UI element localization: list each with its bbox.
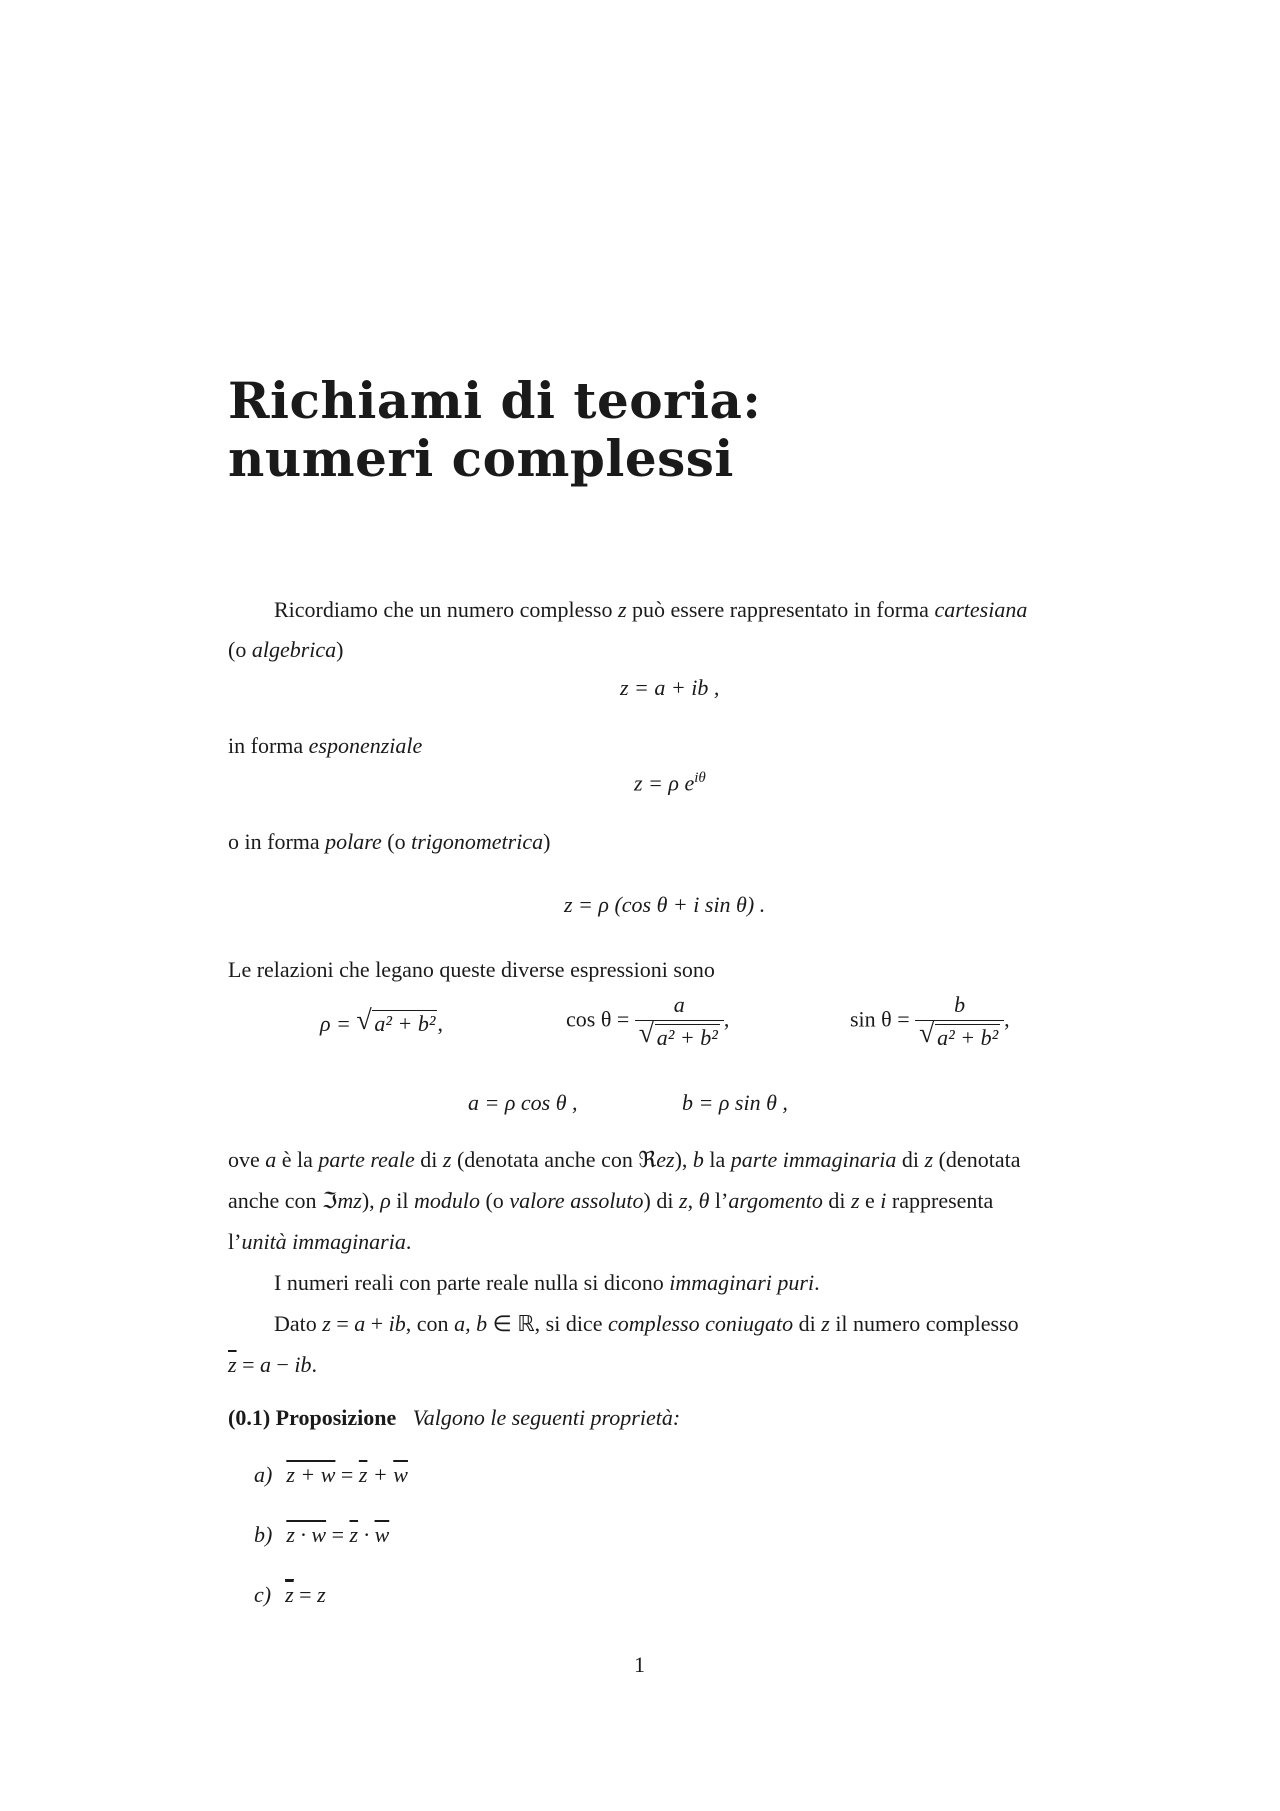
- text-span: =: [330, 1311, 355, 1336]
- paragraph-exponential: [228, 726, 422, 766]
- text-span: .: [311, 1352, 318, 1377]
- property-lhs: z · w: [286, 1522, 327, 1547]
- text-span: (o: [228, 637, 252, 662]
- text-span: l’: [709, 1188, 729, 1213]
- text-span: (o: [381, 829, 412, 854]
- text-span: Dato: [274, 1311, 323, 1336]
- emphasis-text: ez: [656, 1147, 675, 1172]
- numerator: a: [673, 992, 685, 1017]
- radical-sign: √: [919, 1018, 935, 1049]
- text-span: z: [317, 1582, 326, 1607]
- text-span: I numeri reali con parte reale nulla si dicono: [274, 1270, 670, 1295]
- emphasis-text: a, b: [454, 1311, 488, 1336]
- text-span: ) di: [643, 1188, 679, 1213]
- fraction: [915, 990, 1004, 1053]
- paragraph-pure-imaginary: [274, 1263, 820, 1303]
- relation-sin: [850, 990, 1010, 1053]
- text-span: (o: [479, 1188, 510, 1213]
- emphasis-text: z: [679, 1188, 688, 1213]
- property-item: [254, 1522, 389, 1548]
- equals-sign: =: [335, 1462, 359, 1487]
- text-span: ): [543, 829, 551, 854]
- title-line-2: numeri complessi: [228, 429, 734, 488]
- radicand: a² + b²: [656, 1025, 718, 1050]
- text-span: l’: [228, 1229, 242, 1254]
- punctuation: ,: [1004, 1006, 1010, 1032]
- property-marker: c): [254, 1582, 272, 1607]
- text-span: rappresenta: [886, 1188, 994, 1213]
- explanation-line-1: [228, 1140, 1128, 1180]
- intro-paragraph-line-1: [274, 590, 1027, 630]
- emphasis-text: i: [880, 1188, 887, 1213]
- text-span: .: [814, 1270, 820, 1295]
- paragraph-relations: Le relazioni che legano queste diverse espressioni sono: [228, 957, 715, 982]
- denominator: [915, 1020, 1004, 1053]
- emphasis-text: b: [692, 1147, 704, 1172]
- emphasis-text: unità immaginaria: [241, 1229, 406, 1254]
- emphasis-text: polare: [325, 829, 382, 854]
- text-span: di: [414, 1147, 443, 1172]
- square-root: [356, 1005, 437, 1037]
- relation-cos: [566, 990, 729, 1053]
- text-span: ove: [228, 1147, 266, 1172]
- math-variable: z: [617, 597, 627, 622]
- property-lhs: $\overline{z}$: [285, 1579, 294, 1607]
- emphasis-text: z: [821, 1311, 830, 1336]
- text-span: il numero complesso: [829, 1311, 1019, 1336]
- text-span: ): [336, 637, 344, 662]
- emphasis-text: argomento: [728, 1188, 823, 1213]
- equation-exponent: iθ: [694, 770, 706, 786]
- emphasis-text: complesso coniugato: [607, 1311, 794, 1336]
- explanation-line-2: [228, 1181, 1128, 1221]
- emphasis-text: parte immaginaria: [730, 1147, 897, 1172]
- emphasis-text: z: [322, 1311, 331, 1336]
- punctuation: ,: [723, 1006, 730, 1032]
- emphasis-text: cartesiana: [934, 597, 1028, 622]
- emphasis-text: parte reale: [318, 1147, 415, 1172]
- emphasis-text: mz: [337, 1188, 362, 1213]
- title-line-1: Richiami di teoria:: [228, 371, 762, 430]
- emphasis-text: z: [924, 1147, 934, 1172]
- equals-sign: =: [293, 1582, 318, 1607]
- emphasis-text: modulo: [413, 1188, 480, 1213]
- text-span: Ricordiamo che un numero complesso: [274, 597, 618, 622]
- relation-rho: [320, 1005, 443, 1037]
- proposition-statement: Valgono le seguenti proprietà:: [412, 1405, 681, 1430]
- proposition: [228, 1398, 680, 1438]
- text-span: la: [703, 1147, 731, 1172]
- text-span: +: [365, 1311, 389, 1336]
- text-span: +: [367, 1462, 394, 1487]
- emphasis-text: valore assoluto: [509, 1188, 644, 1213]
- emphasis-text: z: [442, 1147, 452, 1172]
- conjugate-variable: $\overline{z}$: [349, 1522, 359, 1547]
- relation-lhs: ρ =: [320, 1011, 357, 1036]
- text-span: (denotata anche con ℜ: [451, 1147, 657, 1172]
- text-span: ,: [687, 1188, 699, 1213]
- emphasis-text: immaginari puri: [669, 1270, 815, 1295]
- punctuation: ,: [437, 1011, 443, 1036]
- radicand: a² + b²: [937, 1025, 999, 1050]
- text-span: , con: [405, 1311, 455, 1336]
- text-span: di: [793, 1311, 822, 1336]
- emphasis-text: a: [259, 1352, 271, 1377]
- text-span: di: [896, 1147, 925, 1172]
- relation-a: a = ρ cos θ ,: [468, 1090, 578, 1115]
- emphasis-text: ρ: [380, 1188, 391, 1213]
- emphasis-text: θ: [698, 1188, 710, 1213]
- square-root: [638, 1018, 720, 1053]
- property-lhs: z + w: [286, 1462, 336, 1487]
- text-span: o in forma: [228, 829, 326, 854]
- conjugate-variable: $\overline{w}$: [393, 1462, 408, 1487]
- property-item: [254, 1462, 408, 1488]
- text-span: è la: [276, 1147, 319, 1172]
- equation-base: z = ρ e: [634, 770, 695, 796]
- radicand: a² + b²: [374, 1011, 436, 1036]
- fraction: [635, 990, 724, 1053]
- text-span: in forma: [228, 733, 309, 758]
- relation-lhs: cos θ =: [566, 1006, 635, 1032]
- text-span: ∈ ℝ, si dice: [487, 1311, 608, 1336]
- numerator: b: [954, 992, 966, 1017]
- paragraph-polar: [228, 822, 550, 862]
- chapter-title: [228, 372, 761, 488]
- conjugate-variable: $\overline{z}$: [358, 1462, 368, 1487]
- text-span: anche con ℑ: [228, 1188, 338, 1213]
- conjugate-variable: $\overline{z}$: [228, 1352, 237, 1377]
- text-span: .: [405, 1229, 412, 1254]
- emphasis-text: ib: [294, 1352, 312, 1377]
- equals-sign: =: [326, 1522, 350, 1547]
- text-span: ),: [674, 1147, 693, 1172]
- explanation-line-3: [228, 1222, 411, 1262]
- conjugate-variable: $\overline{w}$: [374, 1522, 390, 1547]
- relation-b: b = ρ sin θ ,: [682, 1090, 788, 1115]
- text-span: ·: [358, 1522, 375, 1547]
- text-span: può essere rappresentato in forma: [626, 597, 935, 622]
- relation-lhs: sin θ =: [850, 1006, 916, 1032]
- page-number: 1: [634, 1652, 645, 1677]
- text-span: ),: [361, 1188, 381, 1213]
- intro-paragraph-line-2: [228, 630, 343, 670]
- emphasis-text: a: [354, 1311, 366, 1336]
- property-item: [254, 1582, 326, 1608]
- emphasis-text: esponenziale: [308, 733, 423, 758]
- equation-polar: z = ρ (cos θ + i sin θ) .: [564, 892, 766, 917]
- emphasis-text: algebrica: [251, 637, 337, 662]
- text-span: il: [390, 1188, 414, 1213]
- emphasis-text: trigonometrica: [411, 829, 544, 854]
- equation-exponential: [634, 770, 706, 796]
- text-span: (denotata: [933, 1147, 1021, 1172]
- property-marker: b): [254, 1522, 273, 1547]
- radical-sign: √: [638, 1018, 655, 1049]
- equation-cartesian: z = a + ib ,: [620, 675, 720, 700]
- square-root: [919, 1018, 1000, 1053]
- paragraph-conjugate-line-1: [274, 1304, 1019, 1344]
- emphasis-text: z: [850, 1188, 860, 1213]
- text-span: e: [859, 1188, 881, 1213]
- text-span: −: [270, 1352, 295, 1377]
- emphasis-text: ib: [388, 1311, 406, 1336]
- radical-sign: √: [356, 1005, 372, 1036]
- paragraph-conjugate-line-2: [228, 1345, 317, 1385]
- denominator: [635, 1020, 724, 1053]
- emphasis-text: a: [265, 1147, 277, 1172]
- property-marker: a): [254, 1462, 273, 1487]
- text-span: di: [822, 1188, 851, 1213]
- text-span: =: [236, 1352, 260, 1377]
- proposition-label: (0.1) Proposizione: [228, 1405, 397, 1430]
